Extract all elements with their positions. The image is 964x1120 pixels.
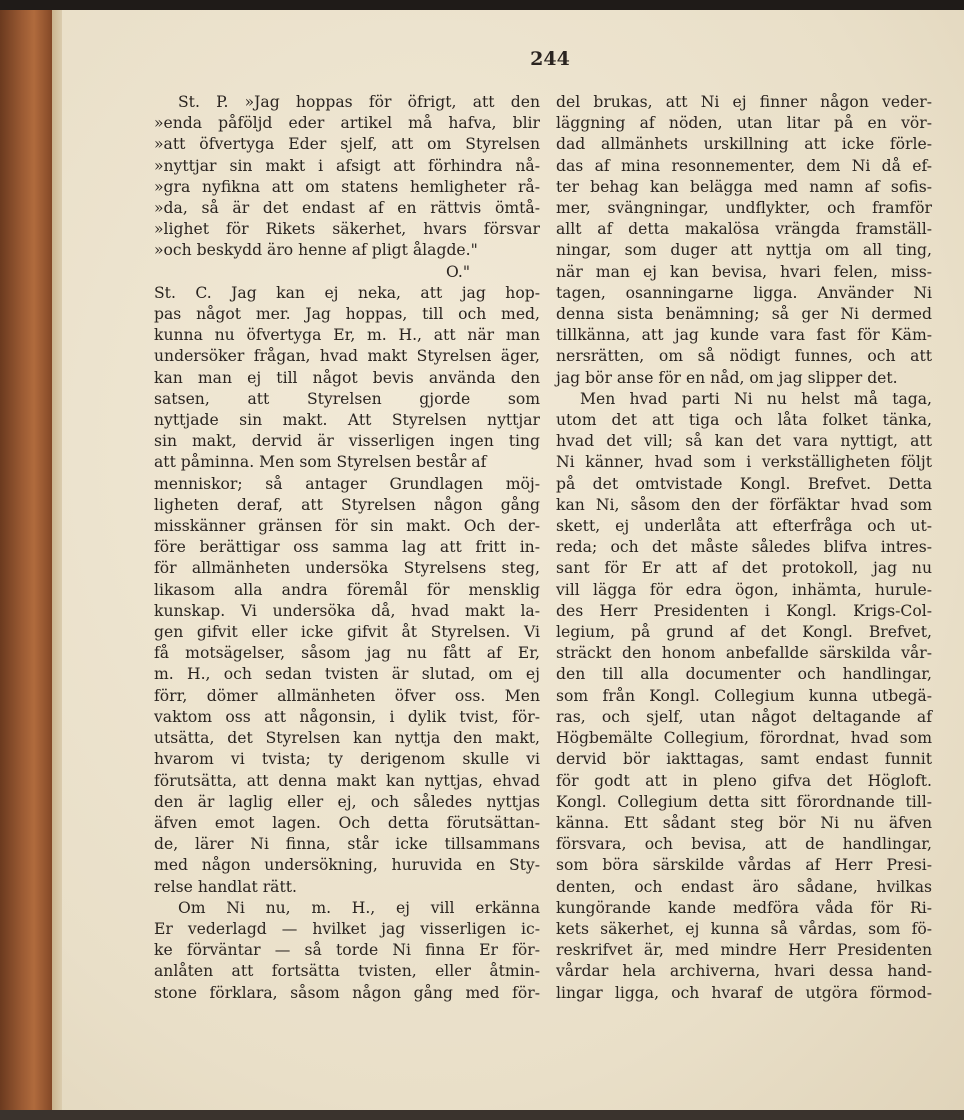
text-line: »nyttjar sin makt i afsigt att förhindra nå- (154, 156, 540, 175)
text-line: satsen, att Styrelsen gjorde som (154, 389, 540, 408)
text-line: med någon undersökning, huruvida en Sty- (154, 856, 540, 875)
text-line: »att öfvertyga Eder sjelf, att om Styrelsen (154, 135, 540, 154)
text-line: kunskap. Vi undersöka då, hvad makt la- (154, 601, 540, 620)
text-line: förutsätta, att denna makt kan nyttjas, ehvad (154, 771, 540, 790)
text-line: sträckt den honom anbefallde särskilda vår- (556, 644, 932, 663)
text-line: för allmänheten undersöka Styrelsens steg, (154, 559, 540, 578)
text-line: St. C. Jag kan ej neka, att jag hop- (154, 283, 540, 302)
text-line: mer, svängningar, undflykter, och framför (556, 199, 932, 218)
scan-bottom-border (0, 1110, 964, 1120)
text-line: för godt att in pleno gifva det Högloft. (556, 771, 932, 790)
text-line: förr, dömer allmänheten öfver oss. Men (154, 686, 540, 705)
text-line: vårdar hela archiverna, hvari dessa hand- (556, 962, 932, 981)
text-line: läggning af nöden, utan litar på en vör- (556, 114, 932, 133)
text-line: hvarom vi tvista; ty derigenom skulle vi (154, 750, 540, 769)
text-line: denten, och endast äro sådane, hvilkas (556, 877, 932, 896)
text-line: skett, ej underlåta att efterfråga och ut- (556, 517, 932, 536)
text-line: likasom alla andra föremål för mensklig (154, 580, 540, 599)
text-line: denna sista benämning; så ger Ni dermed (556, 305, 932, 324)
text-line: känna. Ett sådant steg bör Ni nu äfven (556, 813, 932, 832)
text-line: ter behag kan belägga med namn af sofis- (556, 177, 932, 196)
text-line: tillkänna, att jag kunde vara fast för Käm- (556, 326, 932, 345)
text-line: Om Ni nu, m. H., ej vill erkänna (178, 898, 540, 917)
text-line: m. H., och sedan tvisten är slutad, om ej (154, 665, 540, 684)
text-line: att påminna. Men som Styrelsen består af (154, 453, 487, 472)
text-line: kan man ej till något bevis använda den (154, 368, 540, 387)
text-line: kungörande kande medföra våda för Ri- (556, 898, 932, 917)
text-line: undersöker frågan, hvad makt Styrelsen äger, (154, 347, 540, 366)
text-line: före berättigar oss samma lag att fritt in- (154, 538, 540, 557)
text-line: sin makt, dervid är visserligen ingen ting (154, 432, 540, 451)
text-line: ras, och sjelf, utan något deltagande af (556, 707, 932, 726)
text-line: menniskor; så antager Grundlagen möj- (154, 474, 540, 493)
page-number: 244 (530, 48, 570, 70)
text-line: dad allmänhets urskillning att icke förle- (556, 135, 932, 154)
text-line: nersrätten, om så nödigt funnes, och att (556, 347, 932, 366)
text-line: försvara, och bevisa, att de handlingar, (556, 835, 932, 854)
text-line: ke förväntar — så torde Ni finna Er för- (154, 941, 540, 960)
text-line: den till alla documenter och handlingar, (556, 665, 932, 684)
text-line: »och beskydd äro henne af pligt ålagde." (154, 241, 478, 260)
text-line: O." (446, 262, 470, 281)
text-line: reskrifvet är, med mindre Herr Presidenten (556, 941, 932, 960)
text-line: tagen, osanningarne ligga. Använder Ni (556, 283, 932, 302)
text-line: när man ej kan bevisa, hvari felen, miss- (556, 262, 932, 281)
text-line: vaktom oss att någonsin, i dylik tvist, för- (154, 707, 540, 726)
scan-top-border (0, 0, 964, 10)
left-text-column (154, 92, 540, 1004)
text-line: Men hvad parti Ni nu helst må taga, (580, 389, 932, 408)
text-line: »gra nyfikna att om statens hemligheter rå- (154, 177, 540, 196)
text-line: nyttjade sin makt. Att Styrelsen nyttjar (154, 411, 540, 430)
text-line: äfven emot lagen. Och detta förutsättan- (154, 813, 540, 832)
text-line: ligheten deraf, att Styrelsen någon gång (154, 495, 540, 514)
right-text-column (556, 92, 932, 1004)
text-line: relse handlat rätt. (154, 877, 297, 896)
text-line: misskänner gränsen för sin makt. Och der- (154, 517, 540, 536)
text-line: reda; och det måste således blifva intres- (556, 538, 932, 557)
text-line: »lighet för Rikets säkerhet, hvars försvar (154, 220, 540, 239)
text-line: hvad det vill; så kan det vara nyttigt, att (556, 432, 932, 451)
text-line: stone förklara, såsom någon gång med för- (154, 983, 540, 1002)
text-line: gen gifvit eller icke gifvit åt Styrelsen. Vi (154, 623, 540, 642)
text-line: »enda påföljd eder artikel må hafva, blir (154, 114, 540, 133)
text-line: som från Kongl. Collegium kunna utbegä- (556, 686, 932, 705)
text-line: utom det att tiga och låta folket tänka, (556, 411, 932, 430)
text-line: få motsägelser, såsom jag nu fått af Er, (154, 644, 540, 663)
text-line: des Herr Presidenten i Kongl. Krigs-Col- (556, 601, 932, 620)
text-line: på det omtvistade Kongl. Brefvet. Detta (556, 474, 932, 493)
text-line: Ni känner, hvad som i verkställigheten följt (556, 453, 932, 472)
text-line: kan Ni, såsom den der förfäktar hvad som (556, 495, 932, 514)
text-line: jag bör anse för en nåd, om jag slipper det. (556, 368, 898, 387)
text-line: Kongl. Collegium detta sitt förordnande till- (556, 792, 932, 811)
text-line: Högbemälte Collegium, förordnat, hvad som (556, 729, 932, 748)
text-line: kets säkerhet, ej kunna så vårdas, som fö- (556, 919, 932, 938)
text-line: St. P. »Jag hoppas för öfrigt, att den (178, 93, 540, 111)
text-line: ningar, som duger att nyttja om all ting, (556, 241, 932, 260)
text-line: Er vederlagd — hvilket jag visserligen ic- (154, 919, 540, 938)
text-line: den är laglig eller ej, och således nyttjas (154, 792, 540, 811)
text-line: de, lärer Ni finna, står icke tillsammans (154, 835, 540, 854)
text-line: »da, så är det endast af en rättvis ömtå- (154, 199, 540, 218)
text-line: dervid bör iakttagas, samt endast funnit (556, 750, 932, 769)
text-line: pas något mer. Jag hoppas, till och med, (154, 305, 540, 324)
text-line: som böra särskilde vårdas af Herr Presi- (556, 856, 932, 875)
text-line: utsätta, det Styrelsen kan nyttja den makt, (154, 729, 540, 748)
text-line: das af mina resonnementer, dem Ni då ef- (556, 156, 932, 175)
text-line: legium, på grund af det Kongl. Brefvet, (556, 623, 932, 642)
text-line: lingar ligga, och hvaraf de utgöra förmod- (556, 983, 932, 1002)
text-line: kunna nu öfvertyga Er, m. H., att när man (154, 326, 540, 345)
text-line: vill lägga för edra ögon, inhämta, hurule- (556, 580, 932, 599)
text-line: allt af detta makalösa vrängda framställ- (556, 220, 932, 239)
text-line: del brukas, att Ni ej finner någon veder- (556, 93, 932, 111)
text-line: sant för Er att af det protokoll, jag nu (556, 559, 932, 578)
text-line: anlåten att fortsätta tvisten, eller åtmin- (154, 962, 540, 981)
